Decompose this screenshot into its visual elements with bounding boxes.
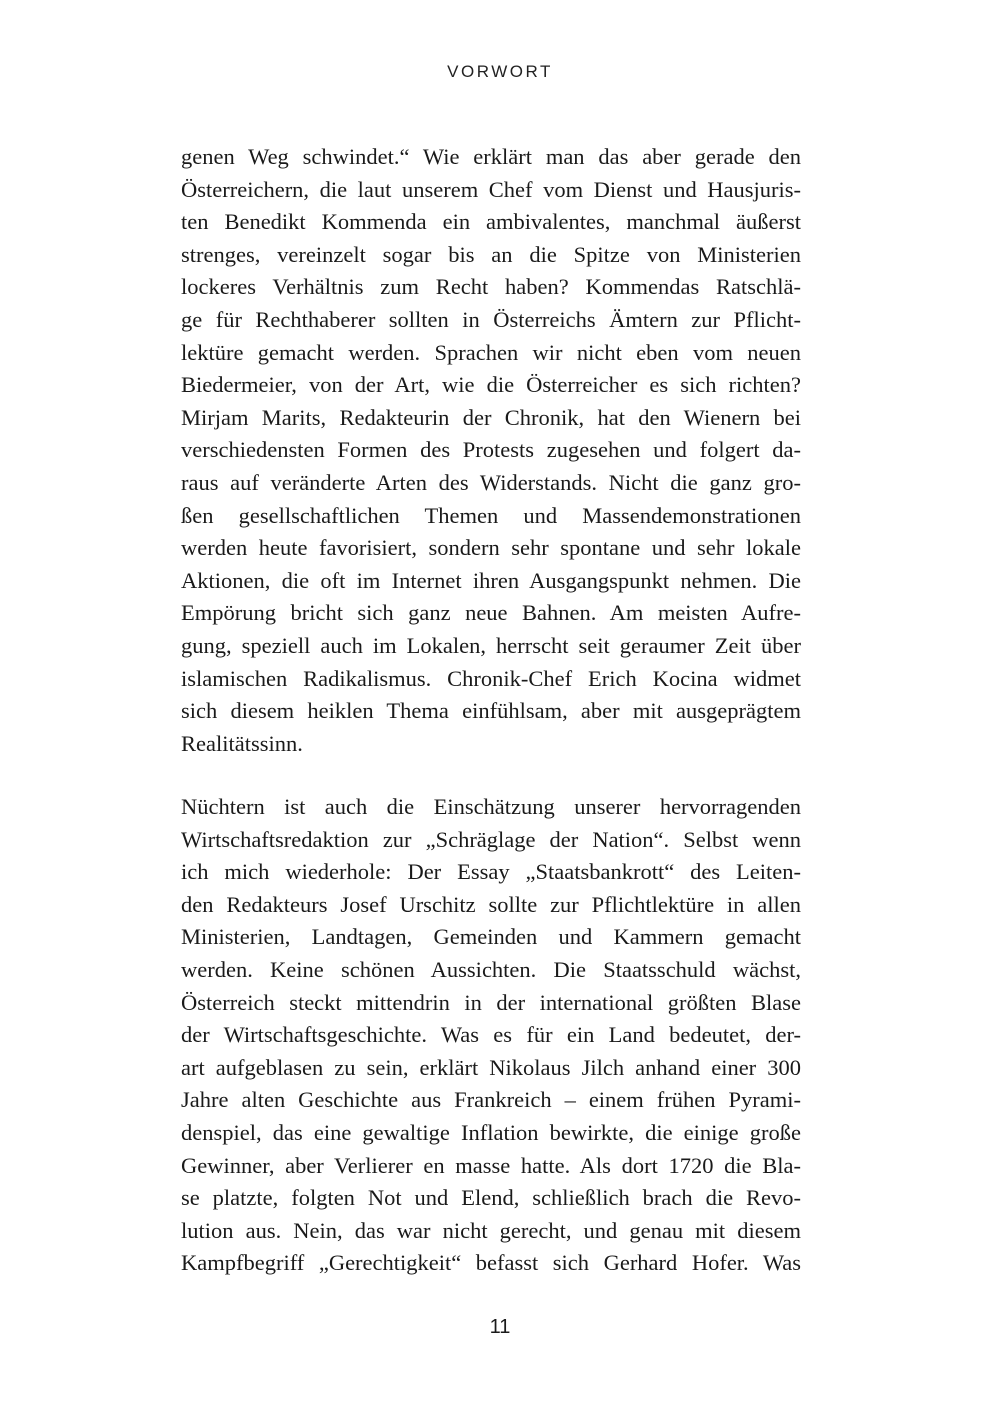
text-line: ich mich wiederhole: Der Essay „Staatsbankrott“ des Leiten- (181, 859, 801, 885)
text-line: Realitätssinn. (181, 730, 303, 756)
text-line: ge für Rechthaberer sollten in Österreichs Ämtern zur Pflicht- (181, 306, 801, 332)
text-line: Wirtschaftsredaktion zur „Schräglage der Nation“. Selbst wenn (181, 826, 801, 852)
body-paragraph-2 (181, 791, 801, 1280)
text-line: sich diesem heiklen Thema einfühlsam, aber mit ausgeprägtem (181, 698, 801, 724)
text-line: lockeres Verhältnis zum Recht haben? Kommendas Ratschlä- (181, 274, 801, 300)
text-line: lution aus. Nein, das war nicht gerecht, und genau mit diesem (181, 1217, 801, 1243)
text-line: Jahre alten Geschichte aus Frankreich – einem frühen Pyrami- (181, 1087, 801, 1113)
text-line: den Redakteurs Josef Urschitz sollte zur Pflichtlektüre in allen (181, 891, 801, 917)
text-line: se platzte, folgten Not und Elend, schließlich brach die Revo- (181, 1185, 801, 1211)
text-line: raus auf veränderte Arten des Widerstands. Nicht die ganz gro- (181, 469, 801, 495)
text-line: der Wirtschaftsgeschichte. Was es für ein Land bedeutet, der- (181, 1022, 801, 1048)
text-line: gung, speziell auch im Lokalen, herrscht seit geraumer Zeit über (181, 632, 801, 658)
text-line: lektüre gemacht werden. Sprachen wir nicht eben vom neuen (181, 339, 801, 365)
text-line: werden heute favorisiert, sondern sehr spontane und sehr lokale (181, 535, 801, 561)
text-line: ten Benedikt Kommenda ein ambivalentes, manchmal äußerst (181, 209, 801, 235)
text-line: Mirjam Marits, Redakteurin der Chronik, hat den Wienern bei (181, 404, 801, 430)
text-line: Biedermeier, von der Art, wie die Österreicher es sich richten? (181, 372, 801, 398)
text-line: ßen gesellschaftlichen Themen und Massendemonstrationen (181, 502, 801, 528)
text-line: Nüchtern ist auch die Einschätzung unserer hervorragenden (181, 794, 801, 819)
text-line: genen Weg schwindet.“ Wie erklärt man das aber gerade den (181, 144, 801, 169)
text-line: Gewinner, aber Verlierer en masse hatte. Als dort 1720 die Bla- (181, 1152, 801, 1178)
text-line: Empörung bricht sich ganz neue Bahnen. Am meisten Aufre- (181, 600, 801, 626)
body-paragraph-1 (181, 141, 801, 760)
text-line: art aufgeblasen zu sein, erklärt Nikolaus Jilch anhand einer 300 (181, 1054, 801, 1080)
text-line: werden. Keine schönen Aussichten. Die Staatsschuld wächst, (181, 956, 801, 982)
text-line: Kampfbegriff „Gerechtigkeit“ befasst sich Gerhard Hofer. Was (181, 1250, 801, 1276)
text-line: islamischen Radikalismus. Chronik-Chef Erich Kocina widmet (181, 665, 801, 691)
text-line: Österreichern, die laut unserem Chef vom Dienst und Hausjuris- (181, 176, 801, 202)
page-number: 11 (489, 1316, 511, 1338)
text-line: Österreich steckt mittendrin in der international größten Blase (181, 989, 801, 1015)
text-line: Aktionen, die oft im Internet ihren Ausgangspunkt nehmen. Die (181, 567, 801, 593)
text-line: denspiel, das eine gewaltige Inflation bewirkte, die einige große (181, 1119, 801, 1145)
text-line: strenges, vereinzelt sogar bis an die Spitze von Ministerien (181, 241, 801, 267)
running-head: VORWORT (447, 62, 553, 81)
text-line: Ministerien, Landtagen, Gemeinden und Kammern gemacht (181, 924, 801, 950)
text-line: verschiedensten Formen des Protests zugesehen und folgert da- (181, 437, 801, 463)
